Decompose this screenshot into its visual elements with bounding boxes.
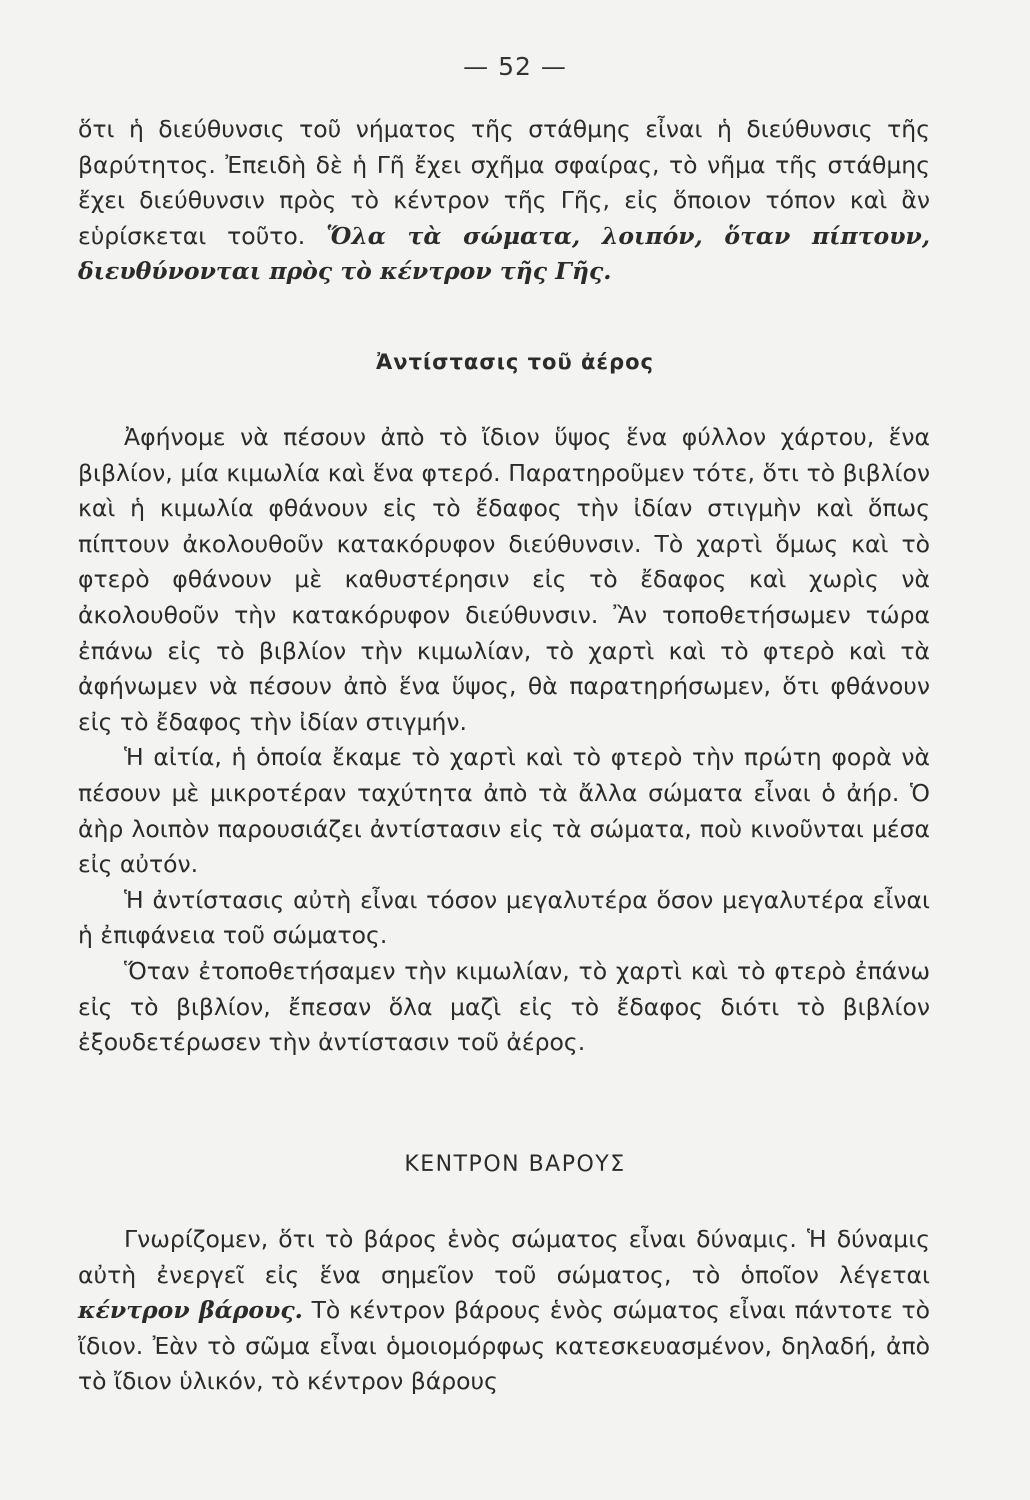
section-heading-center-of-gravity: ΚΕΝΤΡΟΝ ΒΑΡΟΥΣ [404, 1152, 626, 1177]
paragraph: Ἡ αἰτία, ἡ ὁποία ἔκαμε τὸ χαρτὶ καὶ τὸ φτερὸ τὴν πρώτη φορὰ νὰ πέσουν μὲ μικροτέραν ταχύτητα ἀπὸ τὰ ἄλλα σώματα εἶναι ὁ ἀήρ. Ὁ ἀὴρ λοιπὸν παρουσιάζει ἀντίστασιν εἰς τὰ σώματα, ποὺ κινοῦνται μέσα εἰς αὐτόν. [78, 743, 930, 879]
paragraph: Ὅταν ἐτοποθετήσαμεν τὴν κιμωλίαν, τὸ χαρτὶ καὶ τὸ φτερὸ ἐπάνω εἰς τὸ βιβλίον, ἔπεσαν ὅλα μαζὶ εἰς τὸ ἔδαφος διότι τὸ βιβλίον ἐξουδετέρωσεν τὴν ἀντίστασιν τοῦ ἀέρος. [78, 956, 930, 1057]
page-number: — 52 — [463, 52, 567, 81]
intro-emphasis: Ὅλα τὰ σώματα, λοιπόν, ὅταν πίπτουν, διευθύνονται πρὸς τὸ κέντρον τῆς Γῆς. [78, 221, 930, 286]
term-center-of-gravity: κέντρον βάρους. [78, 1296, 303, 1325]
intro-text: ὅτι ἡ διεύθυνσις τοῦ νήματος τῆς στάθμης εἶναι ἡ διεύθυνσις τῆς βαρύτητος. Ἐπειδὴ δὲ ἡ Γῆ ἔχει σχῆμα σφαίρας, τὸ νῆμα τῆς στάθμης ἔχει διεύθυνσιν πρὸς τὸ κέντρον τῆς Γῆς, εἰς ὅποιον τόπον καὶ ἂν εὑρίσκεται τοῦτο. [78, 115, 930, 250]
intro-paragraph [78, 112, 930, 290]
paragraph: Ἡ ἀντίστασις αὐτὴ εἶναι τόσον μεγαλυτέρα ὅσον μεγαλυτέρα εἶναι ἡ ἐπιφάνεια τοῦ σώματος. [78, 885, 930, 950]
paragraph: Ἀφήνομε νὰ πέσουν ἀπὸ τὸ ἴδιον ὕψος ἕνα φύλλον χάρτου, ἕνα βιβλίον, μία κιμωλία καὶ ἕνα φτερό. Παρατηροῦμεν τότε, ὅτι τὸ βιβλίον καὶ ἡ κιμωλία φθάνουν εἰς τὸ ἔδαφος τὴν ἰδίαν στιγμὴν καὶ ὅπως πίπτουν ἀκολουθοῦν κατακόρυφον διεύθυνσιν. Τὸ χαρτὶ ὅμως καὶ τὸ φτερὸ φθάνουν μὲ καθυστέρησιν εἰς τὸ ἔδαφος καὶ χωρὶς νὰ ἀκολουθοῦν τὴν κατακόρυφον διεύθυνσιν. Ἂν τοποθετήσωμεν τώρα ἐπάνω εἰς τὸ βιβλίον τὴν κιμωλίαν, τὸ χαρτὶ καὶ τὸ φτερὸ καὶ τὰ ἀφήνωμεν νὰ πέσουν ἀπὸ ἕνα ὕψος, θὰ παρατηρήσωμεν, ὅτι φθάνουν εἰς τὸ ἔδαφος τὴν ἰδίαν στιγμήν. [78, 423, 930, 736]
center-of-gravity-body [78, 1222, 930, 1400]
paragraph-text: Τὸ κέντρον βάρους ἑνὸς σώματος εἶναι πάντοτε τὸ ἴδιον. Ἐὰν τὸ σῶμα εἶναι ὁμοιομόρφως κατεσκευασμένον, δηλαδή, ἀπὸ τὸ ἴδιον ὑλικόν, τὸ κέντρον βάρους [78, 1296, 930, 1396]
section-heading-air-resistance: Ἀντίστασις τοῦ ἀέρος [376, 350, 654, 374]
air-resistance-body [78, 420, 930, 1061]
paragraph-text: Γνωρίζομεν, ὅτι τὸ βάρος ἑνὸς σώματος εἶναι δύναμις. Ἡ δύναμις αὐτὴ ἐνεργεῖ εἰς ἕνα σημεῖον τοῦ σώματος, τὸ ὁποῖον λέγεται [78, 1225, 930, 1289]
